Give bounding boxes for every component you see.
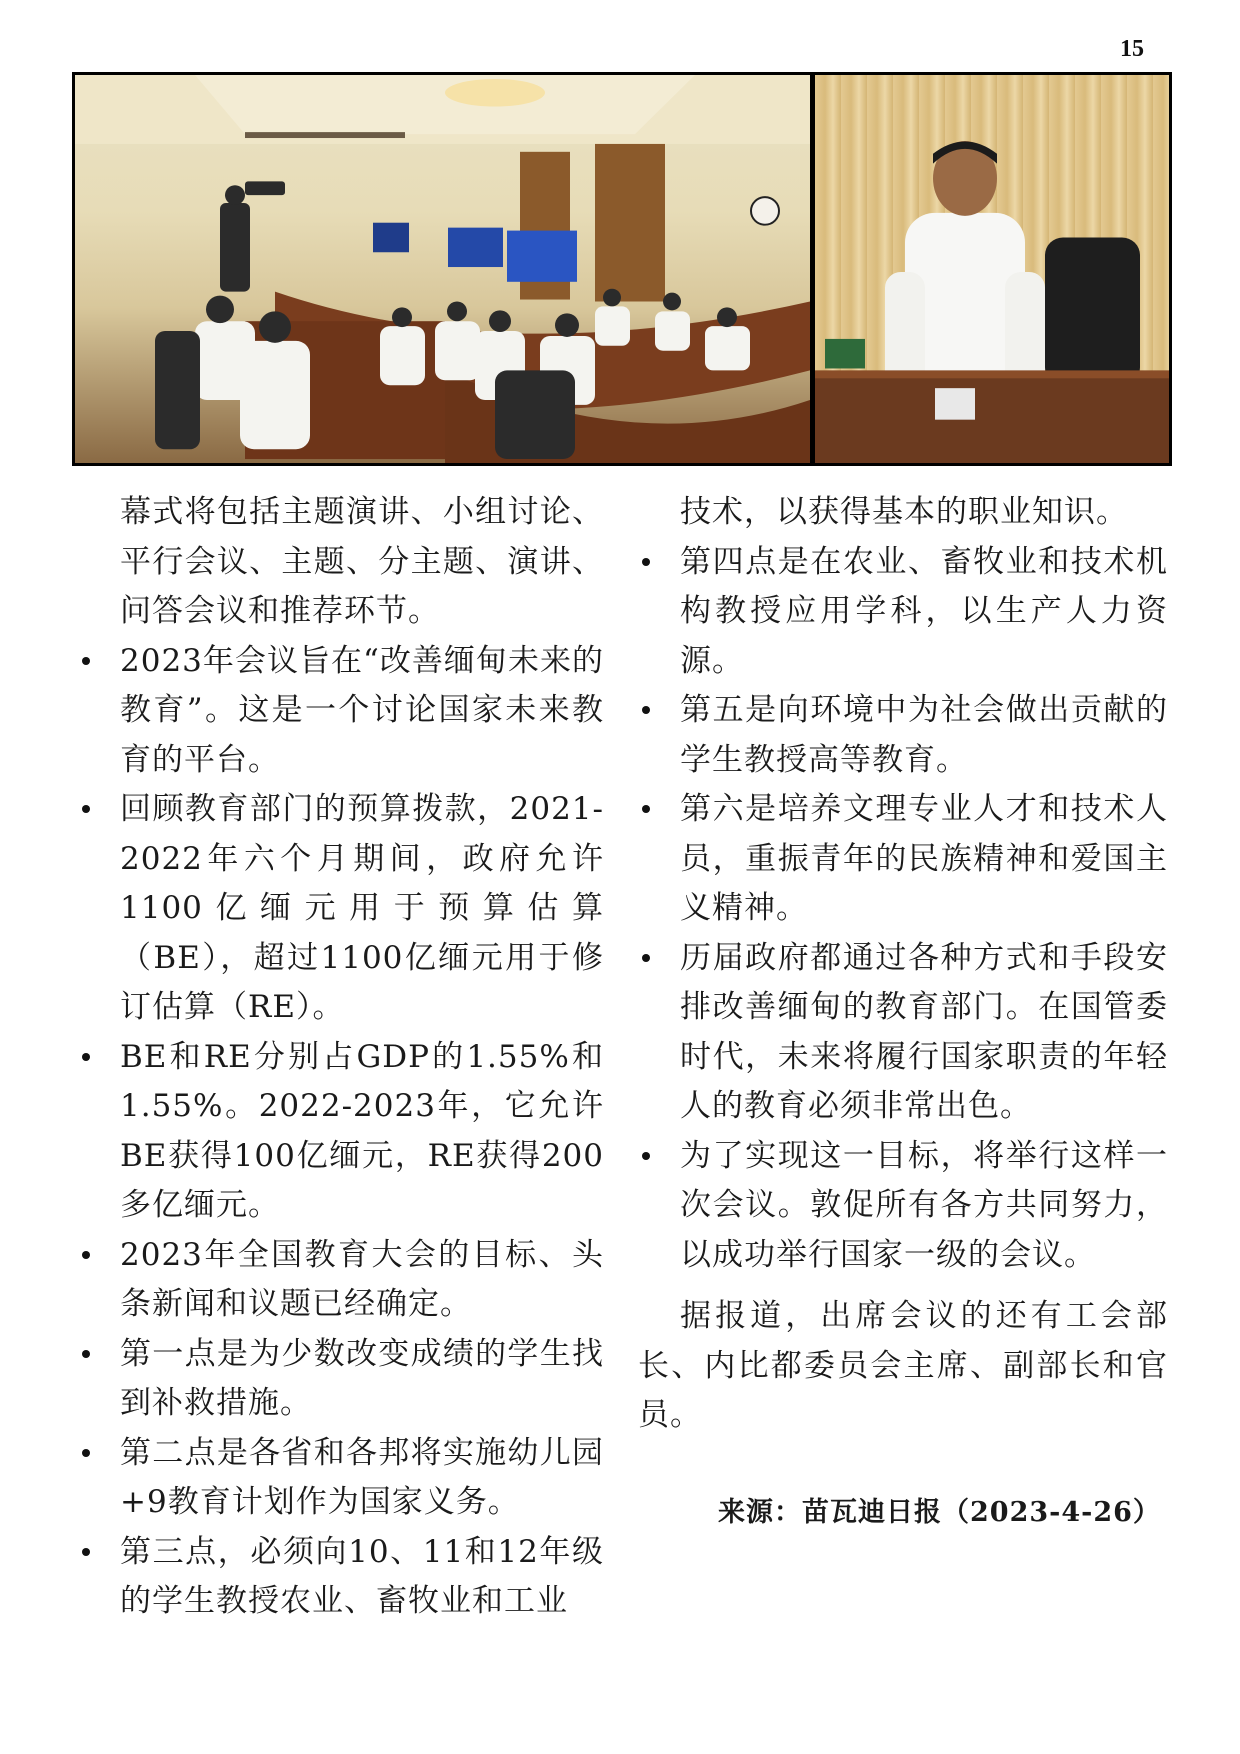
speaker-illustration xyxy=(815,75,1169,463)
bullet-icon xyxy=(642,954,650,962)
list-item xyxy=(78,637,604,786)
list-item xyxy=(78,1231,604,1330)
list-item xyxy=(78,1033,604,1231)
bullet-icon xyxy=(642,706,650,714)
bullet-icon xyxy=(82,1053,90,1061)
bullet-icon xyxy=(82,1350,90,1358)
list-item xyxy=(78,1330,604,1429)
bullet-icon xyxy=(82,1548,90,1556)
page-number: 15 xyxy=(1120,36,1144,62)
source-citation: 来源：苗瓦迪日报（2023-4-26） xyxy=(718,1497,1161,1528)
list-item-text: 2023年全国教育大会的目标、头条新闻和议题已经确定。 xyxy=(120,1236,604,1322)
conference-room-illustration xyxy=(75,75,810,463)
speaker-photo xyxy=(815,75,1169,463)
closing-paragraph: 据报道，出席会议的还有工会部长、内比都委员会主席、副部长和官员。 xyxy=(638,1298,1168,1433)
bullet-icon xyxy=(82,1251,90,1259)
bullet-icon xyxy=(82,657,90,665)
bullet-icon xyxy=(642,1152,650,1160)
list-item xyxy=(638,686,1168,785)
list-item-text: 为了实现这一目标，将举行这样一次会议。敦促所有各方共同努力，以成功举行国家一级的会议。 xyxy=(680,1137,1168,1273)
list-item xyxy=(638,934,1168,1132)
bullet-icon xyxy=(82,1449,90,1457)
list-item-text: 2023年会议旨在“改善缅甸未来的教育”。这是一个讨论国家未来教育的平台。 xyxy=(120,642,604,778)
bullet-icon xyxy=(642,558,650,566)
left-column xyxy=(78,488,604,1627)
list-item xyxy=(638,538,1168,687)
bullet-icon xyxy=(642,805,650,813)
list-item-text: BE和RE分别占GDP的1.55%和1.55%。2022-2023年，它允许BE获得100亿缅元，RE获得200多亿缅元。 xyxy=(120,1038,604,1223)
list-item-text: 第六是培养文理专业人才和技术人员，重振青年的民族精神和爱国主义精神。 xyxy=(680,791,1168,926)
list-item-text: 第二点是各省和各邦将实施幼儿园+9教育计划作为国家义务。 xyxy=(120,1434,604,1520)
list-item xyxy=(78,1528,604,1627)
list-item-text: 第四点是在农业、畜牧业和技术机构教授应用学科，以生产人力资源。 xyxy=(680,543,1168,679)
conference-room-photo xyxy=(75,75,810,463)
list-item-text: 第三点，必须向10、11和12年级的学生教授农业、畜牧业和工业 xyxy=(120,1533,604,1619)
list-item-text: 历届政府都通过各种方式和手段安排改善缅甸的教育部门。在国管委时代，未来将履行国家职责的年轻人的教育必须非常出色。 xyxy=(680,939,1168,1124)
list-item xyxy=(638,785,1168,934)
list-item xyxy=(78,1429,604,1528)
list-item-text: 第五是向环境中为社会做出贡献的学生教授高等教育。 xyxy=(680,692,1168,778)
bullet-icon xyxy=(82,805,90,813)
continuation-paragraph: 技术，以获得基本的职业知识。 xyxy=(680,494,1128,530)
list-item xyxy=(638,1132,1168,1281)
intro-paragraph: 幕式将包括主题演讲、小组讨论、平行会议、主题、分主题、演讲、问答会议和推荐环节。 xyxy=(120,494,604,629)
list-item-text: 第一点是为少数改变成绩的学生找到补救措施。 xyxy=(120,1335,604,1421)
photo-strip xyxy=(72,72,1172,466)
list-item xyxy=(78,785,604,1033)
right-column xyxy=(638,488,1168,1441)
list-item-text: 回顾教育部门的预算拨款，2021-2022年六个月期间，政府允许1100亿缅元用于预算估算（BE），超过1100亿缅元用于修订估算（RE）。 xyxy=(120,791,604,1025)
